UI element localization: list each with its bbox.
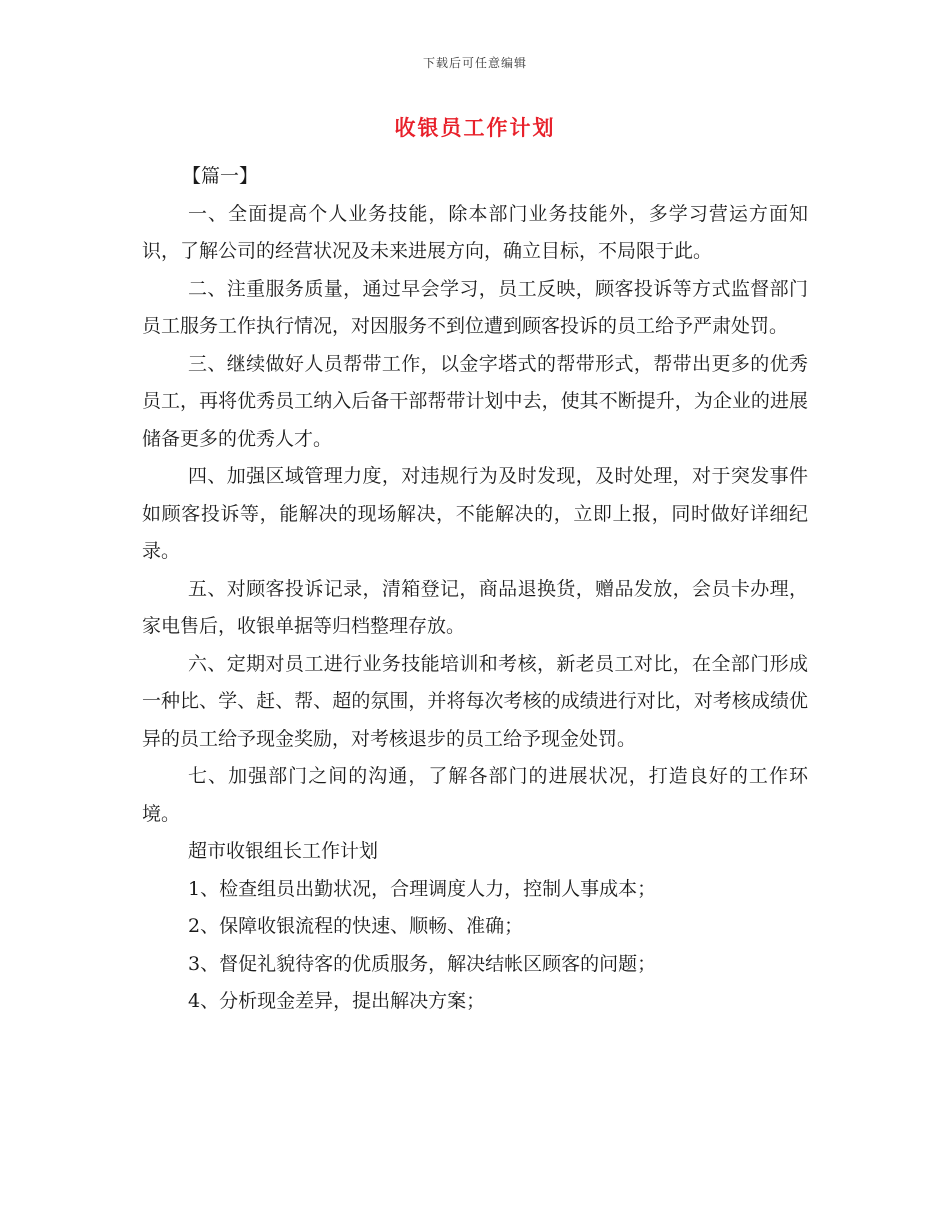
paragraph-3: 三、继续做好人员帮带工作，以金字塔式的帮带形式，帮带出更多的优秀员工，再将优秀员工纳入后备干部帮带计划中去，使其不断提升，为企业的进展储备更多的优秀人才。 xyxy=(142,352,808,450)
section-label: 【篇一】 xyxy=(182,165,259,187)
document-body xyxy=(142,158,808,1021)
paragraph-1: 一、全面提高个人业务技能，除本部门业务技能外，多学习营运方面知识，了解公司的经营状况及未来进展方向，确立目标，不局限于此。 xyxy=(142,202,808,262)
paragraph-2: 二、注重服务质量，通过早会学习，员工反映，顾客投诉等方式监督部门员工服务工作执行情况，对因服务不到位遭到顾客投诉的员工给予严肃处罚。 xyxy=(142,277,808,337)
list-item-4: 4、分析现金差异，提出解决方案； xyxy=(188,990,486,1012)
subheading: 超市收银组长工作计划 xyxy=(188,840,379,862)
paragraph-5: 五、对顾客投诉记录，清箱登记，商品退换货，赠品发放，会员卡办理，家电售后，收银单据等归档整理存放。 xyxy=(142,577,808,637)
list-item-1: 1、检查组员出勤状况，合理调度人力，控制人事成本； xyxy=(188,877,657,900)
list-item-3: 3、督促礼貌待客的优质服务，解决结帐区顾客的问题； xyxy=(188,952,657,975)
paragraph-7: 七、加强部门之间的沟通，了解各部门的进展状况，打造良好的工作环境。 xyxy=(142,765,808,825)
page-header-note: 下载后可任意编辑 xyxy=(422,56,527,70)
document-title: 收银员工作计划 xyxy=(394,115,556,140)
paragraph-6: 六、定期对员工进行业务技能培训和考核，新老员工对比，在全部门形成一种比、学、赶、帮、超的氛围，并将每次考核的成绩进行对比，对考核成绩优异的员工给予现金奖励，对考核退步的员工给予现金处罚。 xyxy=(142,652,808,750)
list-item-2: 2、保障收银流程的快速、顺畅、准确； xyxy=(188,915,524,937)
paragraph-4: 四、加强区域管理力度，对违规行为及时发现，及时处理，对于突发事件如顾客投诉等，能解决的现场解决，不能解决的，立即上报，同时做好详细纪录。 xyxy=(142,465,808,562)
